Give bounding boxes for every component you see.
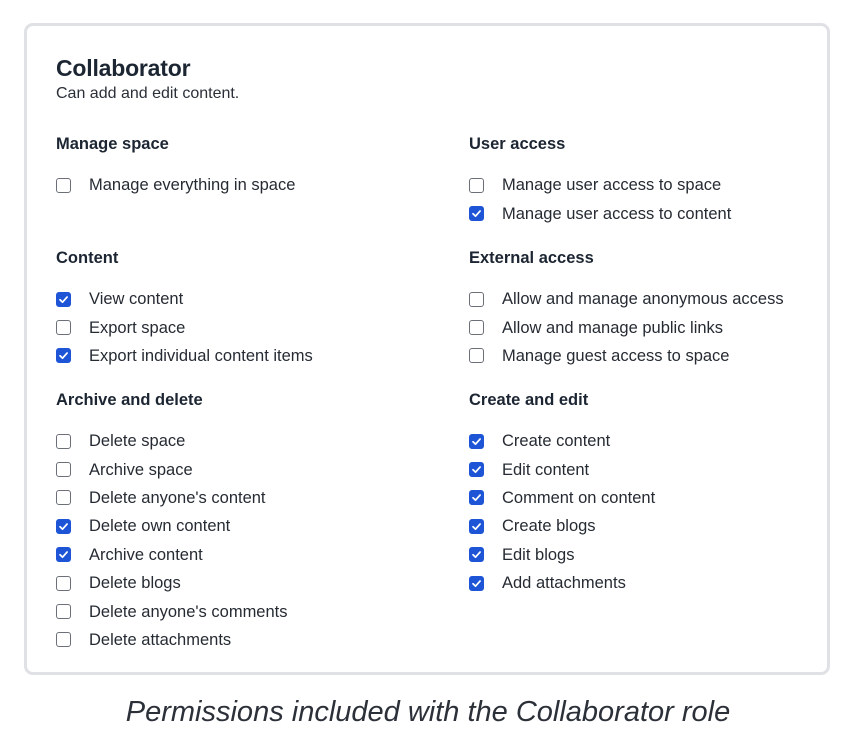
checkmark-icon bbox=[58, 294, 69, 305]
permission-label: Add attachments bbox=[502, 574, 626, 593]
checkbox-unchecked[interactable] bbox=[56, 434, 71, 449]
checkbox-checked[interactable] bbox=[469, 434, 484, 449]
permission-label: Allow and manage anonymous access bbox=[502, 290, 784, 309]
permission-item[interactable] bbox=[469, 455, 829, 483]
checkbox-unchecked[interactable] bbox=[56, 632, 71, 647]
checkmark-icon bbox=[471, 578, 482, 589]
permission-item[interactable] bbox=[56, 569, 416, 597]
permission-item[interactable] bbox=[469, 199, 829, 227]
checkmark-icon bbox=[471, 492, 482, 503]
permission-label: Archive content bbox=[89, 545, 203, 564]
permission-list bbox=[56, 427, 416, 654]
permission-list bbox=[56, 285, 416, 370]
role-description: Can add and edit content. bbox=[56, 85, 240, 102]
checkbox-unchecked[interactable] bbox=[56, 320, 71, 335]
permission-item[interactable] bbox=[56, 455, 416, 483]
group-title: User access bbox=[469, 135, 566, 153]
permission-label: Manage everything in space bbox=[89, 176, 296, 195]
role-permissions-card bbox=[24, 23, 830, 675]
permission-item[interactable] bbox=[56, 171, 416, 199]
permission-label: Delete space bbox=[89, 432, 186, 451]
permission-label: Archive space bbox=[89, 460, 193, 479]
group-title: Archive and delete bbox=[56, 391, 203, 409]
checkbox-checked[interactable] bbox=[469, 547, 484, 562]
figure-caption: Permissions included with the Collaborator role bbox=[125, 696, 731, 728]
permission-label: Manage user access to content bbox=[502, 204, 732, 223]
checkmark-icon bbox=[471, 549, 482, 560]
group-title: Manage space bbox=[56, 135, 169, 153]
permission-list bbox=[56, 171, 416, 199]
permission-label: Delete anyone's content bbox=[89, 488, 266, 507]
checkbox-unchecked[interactable] bbox=[56, 490, 71, 505]
checkbox-checked[interactable] bbox=[469, 576, 484, 591]
checkbox-unchecked[interactable] bbox=[469, 348, 484, 363]
permission-item[interactable] bbox=[56, 342, 416, 370]
checkbox-checked[interactable] bbox=[469, 490, 484, 505]
permission-item[interactable] bbox=[469, 569, 829, 597]
checkbox-unchecked[interactable] bbox=[469, 292, 484, 307]
permission-item[interactable] bbox=[56, 285, 416, 313]
permission-list bbox=[469, 171, 829, 228]
group-user-access bbox=[469, 133, 829, 228]
permission-label: Edit content bbox=[502, 460, 590, 479]
checkmark-icon bbox=[471, 521, 482, 532]
permission-label: Edit blogs bbox=[502, 545, 575, 564]
checkbox-unchecked[interactable] bbox=[56, 178, 71, 193]
checkbox-checked[interactable] bbox=[56, 348, 71, 363]
permission-item[interactable] bbox=[56, 313, 416, 341]
permission-item[interactable] bbox=[469, 427, 829, 455]
permission-label: Delete attachments bbox=[89, 630, 232, 649]
checkbox-unchecked[interactable] bbox=[56, 576, 71, 591]
permission-label: Manage guest access to space bbox=[502, 346, 730, 365]
checkbox-checked[interactable] bbox=[469, 206, 484, 221]
permission-label: Manage user access to space bbox=[502, 176, 722, 195]
permission-label: Create blogs bbox=[502, 517, 596, 536]
permission-item[interactable] bbox=[56, 626, 416, 654]
permission-item[interactable] bbox=[469, 313, 829, 341]
permission-label: Allow and manage public links bbox=[502, 318, 724, 337]
permission-label: Delete blogs bbox=[89, 574, 181, 593]
permission-list bbox=[469, 427, 829, 597]
permission-item[interactable] bbox=[469, 541, 829, 569]
permission-label: View content bbox=[89, 290, 184, 309]
checkmark-icon bbox=[471, 208, 482, 219]
group-manage-space bbox=[56, 133, 416, 199]
checkbox-checked[interactable] bbox=[469, 462, 484, 477]
permission-label: Export space bbox=[89, 318, 186, 337]
checkbox-checked[interactable] bbox=[56, 519, 71, 534]
checkbox-unchecked[interactable] bbox=[56, 462, 71, 477]
checkbox-unchecked[interactable] bbox=[56, 604, 71, 619]
permission-item[interactable] bbox=[469, 342, 829, 370]
checkbox-checked[interactable] bbox=[469, 519, 484, 534]
permission-label: Delete anyone's comments bbox=[89, 602, 288, 621]
checkmark-icon bbox=[58, 521, 69, 532]
checkmark-icon bbox=[58, 549, 69, 560]
group-title: Create and edit bbox=[469, 391, 589, 409]
permission-item[interactable] bbox=[56, 597, 416, 625]
checkbox-unchecked[interactable] bbox=[469, 178, 484, 193]
checkmark-icon bbox=[471, 436, 482, 447]
permission-label: Export individual content items bbox=[89, 346, 313, 365]
permission-label: Create content bbox=[502, 432, 611, 451]
checkbox-checked[interactable] bbox=[56, 292, 71, 307]
permission-item[interactable] bbox=[56, 484, 416, 512]
permission-item[interactable] bbox=[469, 484, 829, 512]
checkmark-icon bbox=[471, 464, 482, 475]
group-create-and-edit bbox=[469, 389, 829, 597]
permission-item[interactable] bbox=[56, 541, 416, 569]
permission-label: Delete own content bbox=[89, 517, 231, 536]
group-title: Content bbox=[56, 249, 119, 267]
permission-item[interactable] bbox=[469, 512, 829, 540]
checkbox-checked[interactable] bbox=[56, 547, 71, 562]
permission-item[interactable] bbox=[469, 285, 829, 313]
checkbox-unchecked[interactable] bbox=[469, 320, 484, 335]
group-title: External access bbox=[469, 249, 594, 267]
group-archive-and-delete bbox=[56, 389, 416, 654]
permission-item[interactable] bbox=[56, 512, 416, 540]
permission-item[interactable] bbox=[469, 171, 829, 199]
checkmark-icon bbox=[58, 350, 69, 361]
permission-list bbox=[469, 285, 829, 370]
permission-item[interactable] bbox=[56, 427, 416, 455]
permission-label: Comment on content bbox=[502, 488, 656, 507]
group-content bbox=[56, 247, 416, 370]
group-external-access bbox=[469, 247, 829, 370]
role-title: Collaborator bbox=[56, 55, 191, 81]
